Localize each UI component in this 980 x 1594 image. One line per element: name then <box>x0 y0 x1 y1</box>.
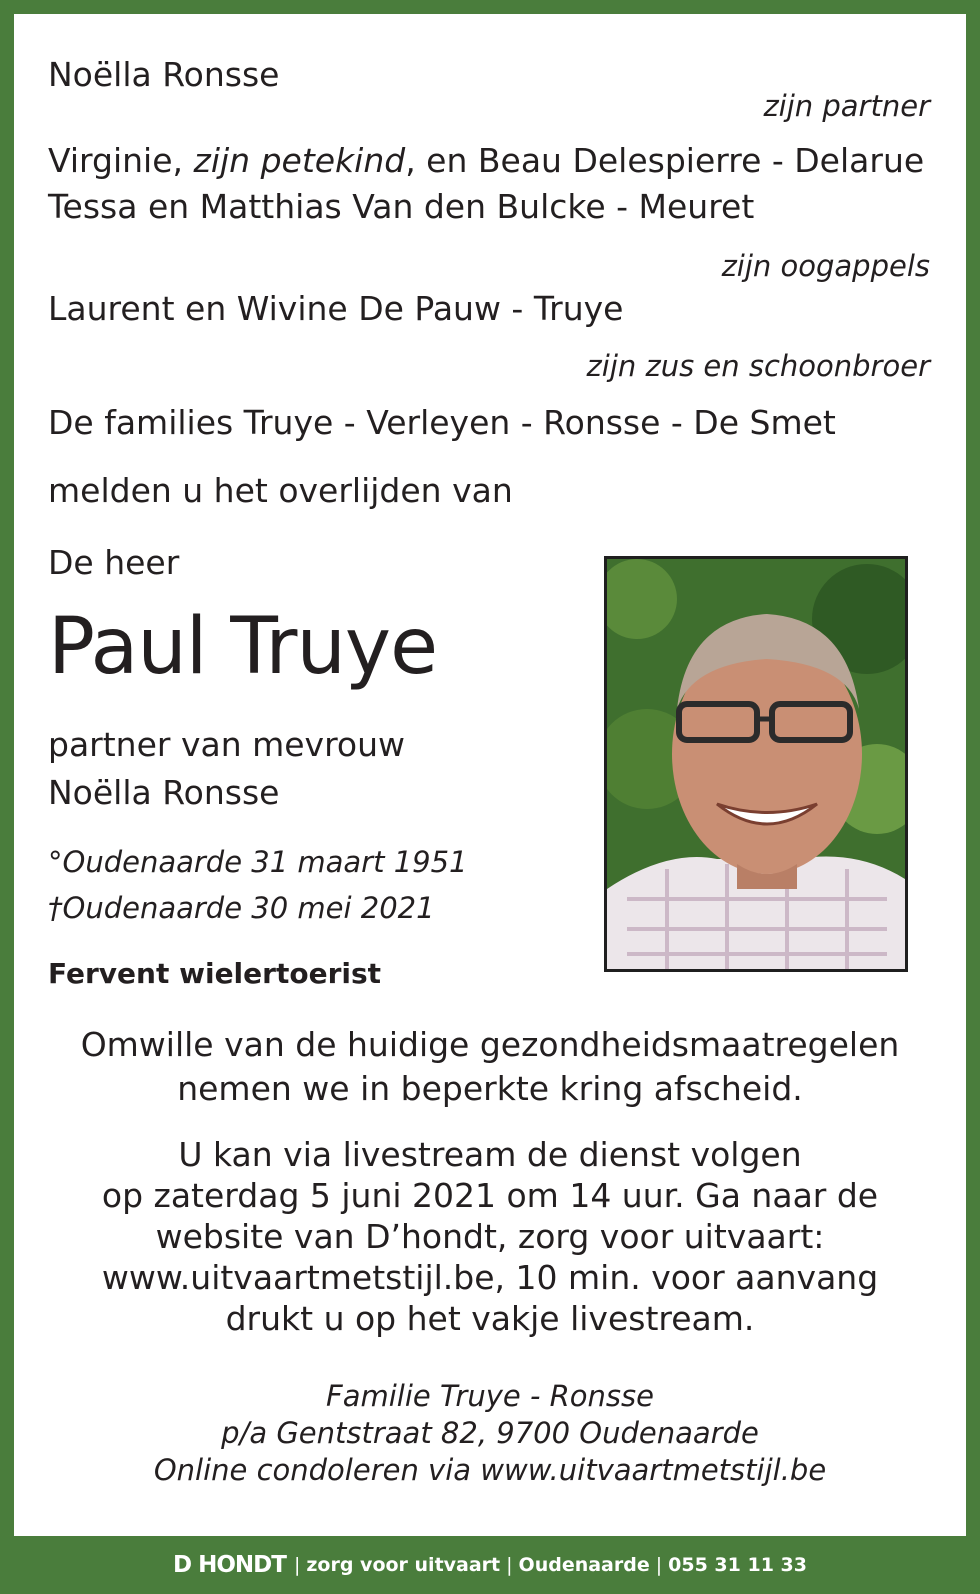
contact-family: Familie Truye - Ronsse <box>326 1379 654 1413</box>
family-line-tessa: Tessa en Matthias Van den Bulcke - Meuret <box>48 187 755 226</box>
partner-line-2: Noëlla Ronsse <box>48 773 280 812</box>
livestream-line-1: U kan via livestream de dienst volgen <box>178 1135 802 1174</box>
message-line-2: nemen we in beperkte kring afscheid. <box>177 1069 803 1108</box>
portrait-photo <box>604 556 908 972</box>
partner-line-1: partner van mevrouw <box>48 725 406 764</box>
livestream-line-3: website van D’hondt, zorg voor uitvaart: <box>155 1217 825 1256</box>
salutation: De heer <box>48 543 180 582</box>
footer-phone: 055 31 11 33 <box>668 1554 807 1576</box>
footer-brand: D HONDT <box>173 1552 286 1578</box>
family-line-partner: Noëlla Ronsse <box>48 55 280 94</box>
obituary-card <box>14 14 966 1536</box>
footer-separator: | <box>506 1554 513 1576</box>
message-line-1: Omwille van de huidige gezondheidsmaatregelen <box>80 1025 900 1064</box>
role-partner: zijn partner <box>763 89 930 123</box>
family-line-virginie-a: Virginie, <box>48 141 194 180</box>
role-zus: zijn zus en schoonbroer <box>586 349 930 383</box>
family-line-virginie <box>48 141 925 180</box>
role-oogappels: zijn oogappels <box>721 249 930 283</box>
contact-address: p/a Gentstraat 82, 9700 Oudenaarde <box>221 1416 759 1450</box>
footer-bar <box>0 1536 980 1594</box>
family-line-laurent: Laurent en Wivine De Pauw - Truye <box>48 289 624 328</box>
livestream-line-4: www.uitvaartmetstijl.be, 10 min. voor aanvang <box>101 1258 879 1297</box>
deceased-name: Paul Truye <box>48 602 438 692</box>
birth-date: °Oudenaarde 31 maart 1951 <box>48 845 468 879</box>
announcement: melden u het overlijden van <box>48 471 513 510</box>
footer-separator: | <box>293 1554 301 1576</box>
family-line-virginie-b: , en Beau Delespierre - Delarue <box>405 141 925 180</box>
footer-separator: | <box>655 1554 663 1576</box>
family-line-families: De families Truye - Verleyen - Ronsse - De Smet <box>48 403 836 442</box>
livestream-line-2: op zaterdag 5 juni 2021 om 14 uur. Ga naar de <box>101 1176 879 1215</box>
livestream-line-5: drukt u op het vakje livestream. <box>225 1299 755 1338</box>
footer-city: Oudenaarde <box>518 1554 650 1576</box>
family-line-virginie-role: zijn petekind <box>193 141 406 180</box>
contact-online: Online condoleren via www.uitvaartmetstijl.be <box>153 1453 827 1487</box>
death-date: †Oudenaarde 30 mei 2021 <box>48 891 435 925</box>
portrait-illustration <box>607 559 905 969</box>
tagline: Fervent wielertoerist <box>48 957 382 990</box>
footer-service: zorg voor uitvaart <box>306 1554 501 1576</box>
